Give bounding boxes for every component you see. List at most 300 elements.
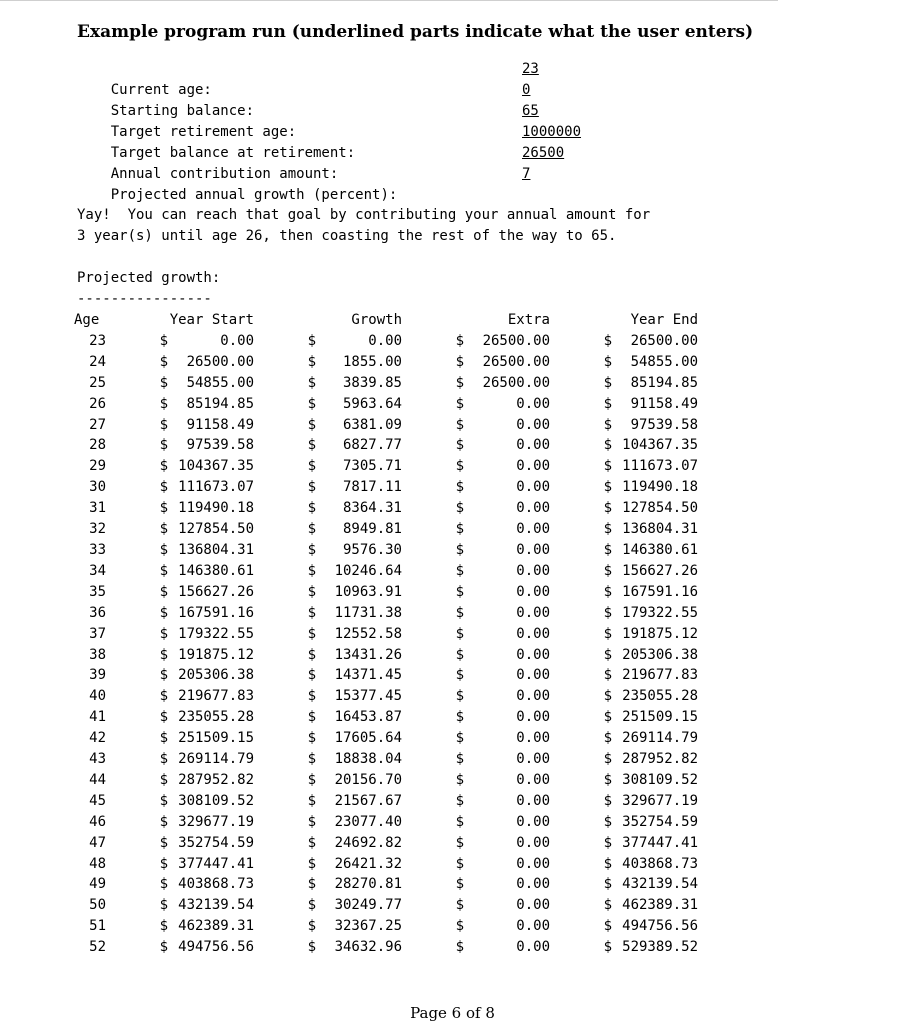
- currency-symbol: $: [455, 751, 464, 768]
- growth-cell: 16453.87: [334, 709, 402, 726]
- prompt-label: Target balance at retirement:: [110, 145, 356, 161]
- growth-cell: 30249.77: [334, 897, 402, 914]
- year-start-cell: 167591.16: [178, 604, 254, 621]
- currency-symbol: $: [603, 395, 612, 412]
- currency-symbol: $: [307, 751, 316, 768]
- currency-symbol: $: [603, 374, 612, 391]
- currency-symbol: $: [455, 730, 464, 747]
- currency-symbol: $: [455, 813, 464, 830]
- currency-symbol: $: [159, 667, 168, 684]
- age-cell: 44: [89, 771, 106, 788]
- user-input-value: 23: [522, 61, 539, 77]
- year-start-cell: 97539.58: [186, 437, 254, 454]
- currency-symbol: $: [307, 709, 316, 726]
- year-start-cell: 432139.54: [178, 897, 254, 914]
- table-row: [74, 519, 698, 540]
- growth-cell: 10963.91: [334, 583, 402, 600]
- prompt-label: Projected annual growth (percent):: [110, 187, 398, 203]
- user-input-value: 1000000: [522, 124, 582, 140]
- currency-symbol: $: [307, 500, 316, 517]
- currency-symbol: $: [603, 541, 612, 558]
- currency-symbol: $: [603, 521, 612, 538]
- currency-symbol: $: [159, 583, 168, 600]
- currency-symbol: $: [603, 876, 612, 893]
- extra-cell: 26500.00: [482, 374, 550, 391]
- extra-cell: 0.00: [516, 834, 550, 851]
- currency-symbol: $: [307, 688, 316, 705]
- year-start-cell: 179322.55: [178, 625, 254, 642]
- currency-symbol: $: [603, 500, 612, 517]
- column-header-age: Age: [74, 312, 100, 328]
- growth-cell: 14371.45: [334, 667, 402, 684]
- extra-cell: 0.00: [516, 751, 550, 768]
- currency-symbol: $: [159, 918, 168, 935]
- table-row: [74, 498, 698, 519]
- year-end-cell: 269114.79: [622, 730, 698, 747]
- year-end-cell: 219677.83: [622, 667, 698, 684]
- extra-cell: 0.00: [516, 897, 550, 914]
- age-cell: 34: [89, 562, 106, 579]
- year-end-cell: 136804.31: [622, 521, 698, 538]
- currency-symbol: $: [307, 583, 316, 600]
- currency-symbol: $: [307, 792, 316, 809]
- currency-symbol: $: [603, 458, 612, 475]
- currency-symbol: $: [307, 646, 316, 663]
- year-end-cell: 156627.26: [622, 562, 698, 579]
- year-start-cell: 205306.38: [178, 667, 254, 684]
- year-start-cell: 494756.56: [178, 939, 254, 956]
- currency-symbol: $: [307, 332, 316, 349]
- age-cell: 49: [89, 876, 106, 893]
- currency-symbol: $: [159, 521, 168, 538]
- age-cell: 39: [89, 667, 106, 684]
- currency-symbol: $: [455, 604, 464, 621]
- table-row: [74, 645, 698, 666]
- age-cell: 38: [89, 646, 106, 663]
- currency-symbol: $: [159, 479, 168, 496]
- growth-cell: 8364.31: [342, 500, 402, 517]
- year-end-cell: 26500.00: [630, 332, 698, 349]
- column-spacer: [254, 310, 316, 331]
- currency-symbol: $: [307, 562, 316, 579]
- extra-cell: 0.00: [516, 730, 550, 747]
- growth-cell: 15377.45: [334, 688, 402, 705]
- year-end-cell: 127854.50: [622, 500, 698, 517]
- growth-cell: 5963.64: [342, 395, 402, 412]
- currency-symbol: $: [159, 834, 168, 851]
- year-end-cell: 179322.55: [622, 604, 698, 621]
- age-cell: 24: [89, 353, 106, 370]
- currency-symbol: $: [603, 897, 612, 914]
- currency-symbol: $: [307, 771, 316, 788]
- prompt-label: Annual contribution amount:: [110, 166, 339, 182]
- currency-symbol: $: [307, 604, 316, 621]
- currency-symbol: $: [455, 374, 464, 391]
- prompt-label: Target retirement age:: [110, 124, 297, 140]
- currency-symbol: $: [455, 771, 464, 788]
- year-start-cell: 251509.15: [178, 730, 254, 747]
- growth-cell: 0.00: [368, 332, 402, 349]
- currency-symbol: $: [455, 834, 464, 851]
- extra-cell: 0.00: [516, 604, 550, 621]
- currency-symbol: $: [307, 437, 316, 454]
- age-cell: 29: [89, 458, 106, 475]
- extra-cell: 0.00: [516, 500, 550, 517]
- currency-symbol: $: [159, 792, 168, 809]
- table-row: [74, 791, 698, 812]
- age-cell: 43: [89, 751, 106, 768]
- currency-symbol: $: [159, 604, 168, 621]
- prompt-label: Starting balance:: [110, 103, 255, 119]
- year-end-cell: 329677.19: [622, 792, 698, 809]
- year-end-cell: 191875.12: [622, 625, 698, 642]
- table-row: [74, 582, 698, 603]
- growth-cell: 26421.32: [334, 855, 402, 872]
- year-end-cell: 352754.59: [622, 813, 698, 830]
- age-cell: 51: [89, 918, 106, 935]
- currency-symbol: $: [455, 625, 464, 642]
- growth-cell: 6827.77: [342, 437, 402, 454]
- year-end-cell: 167591.16: [622, 583, 698, 600]
- table-row: [74, 603, 698, 624]
- table-row: [74, 770, 698, 791]
- result-message-line-2: 3 year(s) until age 26, then coasting the rest of the way to 65.: [77, 228, 617, 244]
- extra-cell: 0.00: [516, 458, 550, 475]
- year-end-cell: 119490.18: [622, 479, 698, 496]
- age-cell: 46: [89, 813, 106, 830]
- year-end-cell: 251509.15: [622, 709, 698, 726]
- currency-symbol: $: [603, 562, 612, 579]
- column-header-extra: Extra: [507, 312, 550, 328]
- year-start-cell: 329677.19: [178, 813, 254, 830]
- growth-cell: 6381.09: [342, 416, 402, 433]
- column-header-year-end: Year End: [630, 312, 698, 328]
- currency-symbol: $: [603, 939, 612, 956]
- table-row: [74, 833, 698, 854]
- age-cell: 33: [89, 541, 106, 558]
- table-row: [74, 456, 698, 477]
- growth-cell: 17605.64: [334, 730, 402, 747]
- year-end-cell: 91158.49: [630, 395, 698, 412]
- currency-symbol: $: [603, 855, 612, 872]
- currency-symbol: $: [307, 918, 316, 935]
- table-row: [74, 477, 698, 498]
- extra-cell: 0.00: [516, 709, 550, 726]
- extra-cell: 0.00: [516, 479, 550, 496]
- prompt-current-age: [77, 59, 677, 98]
- currency-symbol: $: [603, 625, 612, 642]
- year-start-cell: 377447.41: [178, 855, 254, 872]
- extra-cell: 0.00: [516, 395, 550, 412]
- growth-cell: 13431.26: [334, 646, 402, 663]
- age-cell: 23: [89, 332, 106, 349]
- currency-symbol: $: [307, 813, 316, 830]
- currency-symbol: $: [307, 374, 316, 391]
- year-start-cell: 127854.50: [178, 521, 254, 538]
- currency-symbol: $: [603, 730, 612, 747]
- projected-growth-label: Projected growth:: [77, 270, 221, 286]
- currency-symbol: $: [455, 416, 464, 433]
- currency-symbol: $: [455, 855, 464, 872]
- currency-symbol: $: [159, 541, 168, 558]
- currency-symbol: $: [159, 458, 168, 475]
- currency-symbol: $: [307, 416, 316, 433]
- age-cell: 47: [89, 834, 106, 851]
- column-spacer: [402, 310, 464, 331]
- currency-symbol: $: [307, 479, 316, 496]
- extra-cell: 26500.00: [482, 353, 550, 370]
- currency-symbol: $: [603, 709, 612, 726]
- column-spacer: [550, 310, 612, 331]
- growth-cell: 11731.38: [334, 604, 402, 621]
- table-row: [74, 854, 698, 875]
- extra-cell: 0.00: [516, 771, 550, 788]
- prompt-annual-growth: [77, 164, 677, 203]
- currency-symbol: $: [455, 521, 464, 538]
- age-cell: 42: [89, 730, 106, 747]
- age-cell: 50: [89, 897, 106, 914]
- currency-symbol: $: [159, 437, 168, 454]
- year-end-cell: 146380.61: [622, 541, 698, 558]
- currency-symbol: $: [455, 667, 464, 684]
- growth-cell: 3839.85: [342, 374, 402, 391]
- currency-symbol: $: [455, 395, 464, 412]
- currency-symbol: $: [159, 813, 168, 830]
- currency-symbol: $: [603, 834, 612, 851]
- result-message-line-1: Yay! You can reach that goal by contributing your annual amount for: [77, 207, 651, 223]
- extra-cell: 0.00: [516, 541, 550, 558]
- age-cell: 37: [89, 625, 106, 642]
- year-start-cell: 136804.31: [178, 541, 254, 558]
- year-start-cell: 219677.83: [178, 688, 254, 705]
- extra-cell: 0.00: [516, 583, 550, 600]
- year-end-cell: 205306.38: [622, 646, 698, 663]
- currency-symbol: $: [159, 416, 168, 433]
- currency-symbol: $: [455, 646, 464, 663]
- year-end-cell: 287952.82: [622, 751, 698, 768]
- table-row: [74, 624, 698, 645]
- currency-symbol: $: [307, 855, 316, 872]
- extra-cell: 0.00: [516, 918, 550, 935]
- year-start-cell: 269114.79: [178, 751, 254, 768]
- growth-cell: 12552.58: [334, 625, 402, 642]
- age-cell: 26: [89, 395, 106, 412]
- extra-cell: 0.00: [516, 521, 550, 538]
- currency-symbol: $: [159, 876, 168, 893]
- table-row: [74, 749, 698, 770]
- currency-symbol: $: [307, 353, 316, 370]
- currency-symbol: $: [159, 771, 168, 788]
- user-input-value: 0: [522, 82, 531, 98]
- currency-symbol: $: [603, 646, 612, 663]
- year-end-cell: 54855.00: [630, 353, 698, 370]
- currency-symbol: $: [455, 709, 464, 726]
- extra-cell: 0.00: [516, 939, 550, 956]
- currency-symbol: $: [159, 562, 168, 579]
- year-end-cell: 529389.52: [622, 939, 698, 956]
- age-cell: 27: [89, 416, 106, 433]
- currency-symbol: $: [455, 792, 464, 809]
- growth-cell: 28270.81: [334, 876, 402, 893]
- currency-symbol: $: [159, 625, 168, 642]
- currency-symbol: $: [603, 583, 612, 600]
- currency-symbol: $: [455, 688, 464, 705]
- table-row: [74, 540, 698, 561]
- currency-symbol: $: [603, 813, 612, 830]
- user-input-value: 7: [522, 166, 531, 182]
- currency-symbol: $: [159, 688, 168, 705]
- currency-symbol: $: [159, 353, 168, 370]
- currency-symbol: $: [603, 751, 612, 768]
- currency-symbol: $: [307, 876, 316, 893]
- growth-cell: 7305.71: [342, 458, 402, 475]
- growth-cell: 7817.11: [342, 479, 402, 496]
- currency-symbol: $: [159, 897, 168, 914]
- growth-cell: 24692.82: [334, 834, 402, 851]
- extra-cell: 0.00: [516, 416, 550, 433]
- year-start-cell: 308109.52: [178, 792, 254, 809]
- currency-symbol: $: [455, 562, 464, 579]
- currency-symbol: $: [603, 667, 612, 684]
- currency-symbol: $: [455, 541, 464, 558]
- year-end-cell: 432139.54: [622, 876, 698, 893]
- prompt-annual-contribution: [77, 143, 677, 182]
- page-number: Page 6 of 8: [410, 1004, 495, 1022]
- column-header-year-start: Year Start: [169, 312, 254, 328]
- currency-symbol: $: [455, 332, 464, 349]
- currency-symbol: $: [159, 709, 168, 726]
- year-end-cell: 377447.41: [622, 834, 698, 851]
- currency-symbol: $: [159, 374, 168, 391]
- year-start-cell: 235055.28: [178, 709, 254, 726]
- currency-symbol: $: [455, 500, 464, 517]
- user-input-value: 65: [522, 103, 539, 119]
- currency-symbol: $: [159, 751, 168, 768]
- year-end-cell: 85194.85: [630, 374, 698, 391]
- currency-symbol: $: [455, 479, 464, 496]
- age-cell: 25: [89, 374, 106, 391]
- growth-table-body: [74, 331, 698, 958]
- year-end-cell: 403868.73: [622, 855, 698, 872]
- extra-cell: 0.00: [516, 646, 550, 663]
- age-cell: 36: [89, 604, 106, 621]
- extra-cell: 0.00: [516, 625, 550, 642]
- age-cell: 40: [89, 688, 106, 705]
- extra-cell: 0.00: [516, 562, 550, 579]
- currency-symbol: $: [307, 625, 316, 642]
- currency-symbol: $: [307, 834, 316, 851]
- currency-symbol: $: [159, 939, 168, 956]
- year-start-cell: 403868.73: [178, 876, 254, 893]
- currency-symbol: $: [307, 897, 316, 914]
- currency-symbol: $: [603, 332, 612, 349]
- growth-table: [74, 310, 698, 958]
- year-start-cell: 119490.18: [178, 500, 254, 517]
- table-row: [74, 916, 698, 937]
- table-row: [74, 686, 698, 707]
- currency-symbol: $: [603, 479, 612, 496]
- currency-symbol: $: [159, 730, 168, 747]
- year-end-cell: 111673.07: [622, 458, 698, 475]
- currency-symbol: $: [159, 855, 168, 872]
- table-row: [74, 415, 698, 436]
- growth-cell: 23077.40: [334, 813, 402, 830]
- section-heading: Example program run (underlined parts indicate what the user enters): [77, 22, 754, 42]
- table-row: [74, 373, 698, 394]
- year-end-cell: 494756.56: [622, 918, 698, 935]
- table-row: [74, 874, 698, 895]
- year-start-cell: 104367.35: [178, 458, 254, 475]
- currency-symbol: $: [159, 332, 168, 349]
- year-end-cell: 97539.58: [630, 416, 698, 433]
- currency-symbol: $: [307, 730, 316, 747]
- currency-symbol: $: [307, 395, 316, 412]
- year-start-cell: 146380.61: [178, 562, 254, 579]
- table-row: [74, 707, 698, 728]
- currency-symbol: $: [603, 437, 612, 454]
- growth-cell: 20156.70: [334, 771, 402, 788]
- year-end-cell: 308109.52: [622, 771, 698, 788]
- extra-cell: 0.00: [516, 792, 550, 809]
- year-start-cell: 111673.07: [178, 479, 254, 496]
- year-end-cell: 462389.31: [622, 897, 698, 914]
- currency-symbol: $: [455, 939, 464, 956]
- year-start-cell: 0.00: [220, 332, 254, 349]
- year-start-cell: 85194.85: [186, 395, 254, 412]
- currency-symbol: $: [307, 541, 316, 558]
- age-cell: 32: [89, 521, 106, 538]
- currency-symbol: $: [603, 918, 612, 935]
- currency-symbol: $: [307, 667, 316, 684]
- year-start-cell: 91158.49: [186, 416, 254, 433]
- growth-cell: 34632.96: [334, 939, 402, 956]
- column-header-growth: Growth: [351, 312, 402, 328]
- extra-cell: 0.00: [516, 667, 550, 684]
- year-end-cell: 104367.35: [622, 437, 698, 454]
- currency-symbol: $: [603, 771, 612, 788]
- extra-cell: 0.00: [516, 437, 550, 454]
- dash-underline: ----------------: [77, 291, 212, 307]
- currency-symbol: $: [159, 395, 168, 412]
- table-header-row: [74, 310, 698, 331]
- extra-cell: 0.00: [516, 876, 550, 893]
- currency-symbol: $: [603, 792, 612, 809]
- table-row: [74, 394, 698, 415]
- currency-symbol: $: [307, 939, 316, 956]
- year-start-cell: 352754.59: [178, 834, 254, 851]
- top-rule: [0, 0, 778, 1]
- currency-symbol: $: [455, 353, 464, 370]
- year-start-cell: 54855.00: [186, 374, 254, 391]
- age-cell: 48: [89, 855, 106, 872]
- currency-symbol: $: [159, 500, 168, 517]
- extra-cell: 0.00: [516, 855, 550, 872]
- growth-cell: 10246.64: [334, 562, 402, 579]
- currency-symbol: $: [455, 437, 464, 454]
- table-row: [74, 435, 698, 456]
- table-row: [74, 352, 698, 373]
- table-row: [74, 331, 698, 352]
- extra-cell: 0.00: [516, 688, 550, 705]
- year-start-cell: 156627.26: [178, 583, 254, 600]
- user-input-value: 26500: [522, 145, 565, 161]
- extra-cell: 26500.00: [482, 332, 550, 349]
- table-row: [74, 728, 698, 749]
- currency-symbol: $: [603, 353, 612, 370]
- currency-symbol: $: [455, 918, 464, 935]
- extra-cell: 0.00: [516, 813, 550, 830]
- year-end-cell: 235055.28: [622, 688, 698, 705]
